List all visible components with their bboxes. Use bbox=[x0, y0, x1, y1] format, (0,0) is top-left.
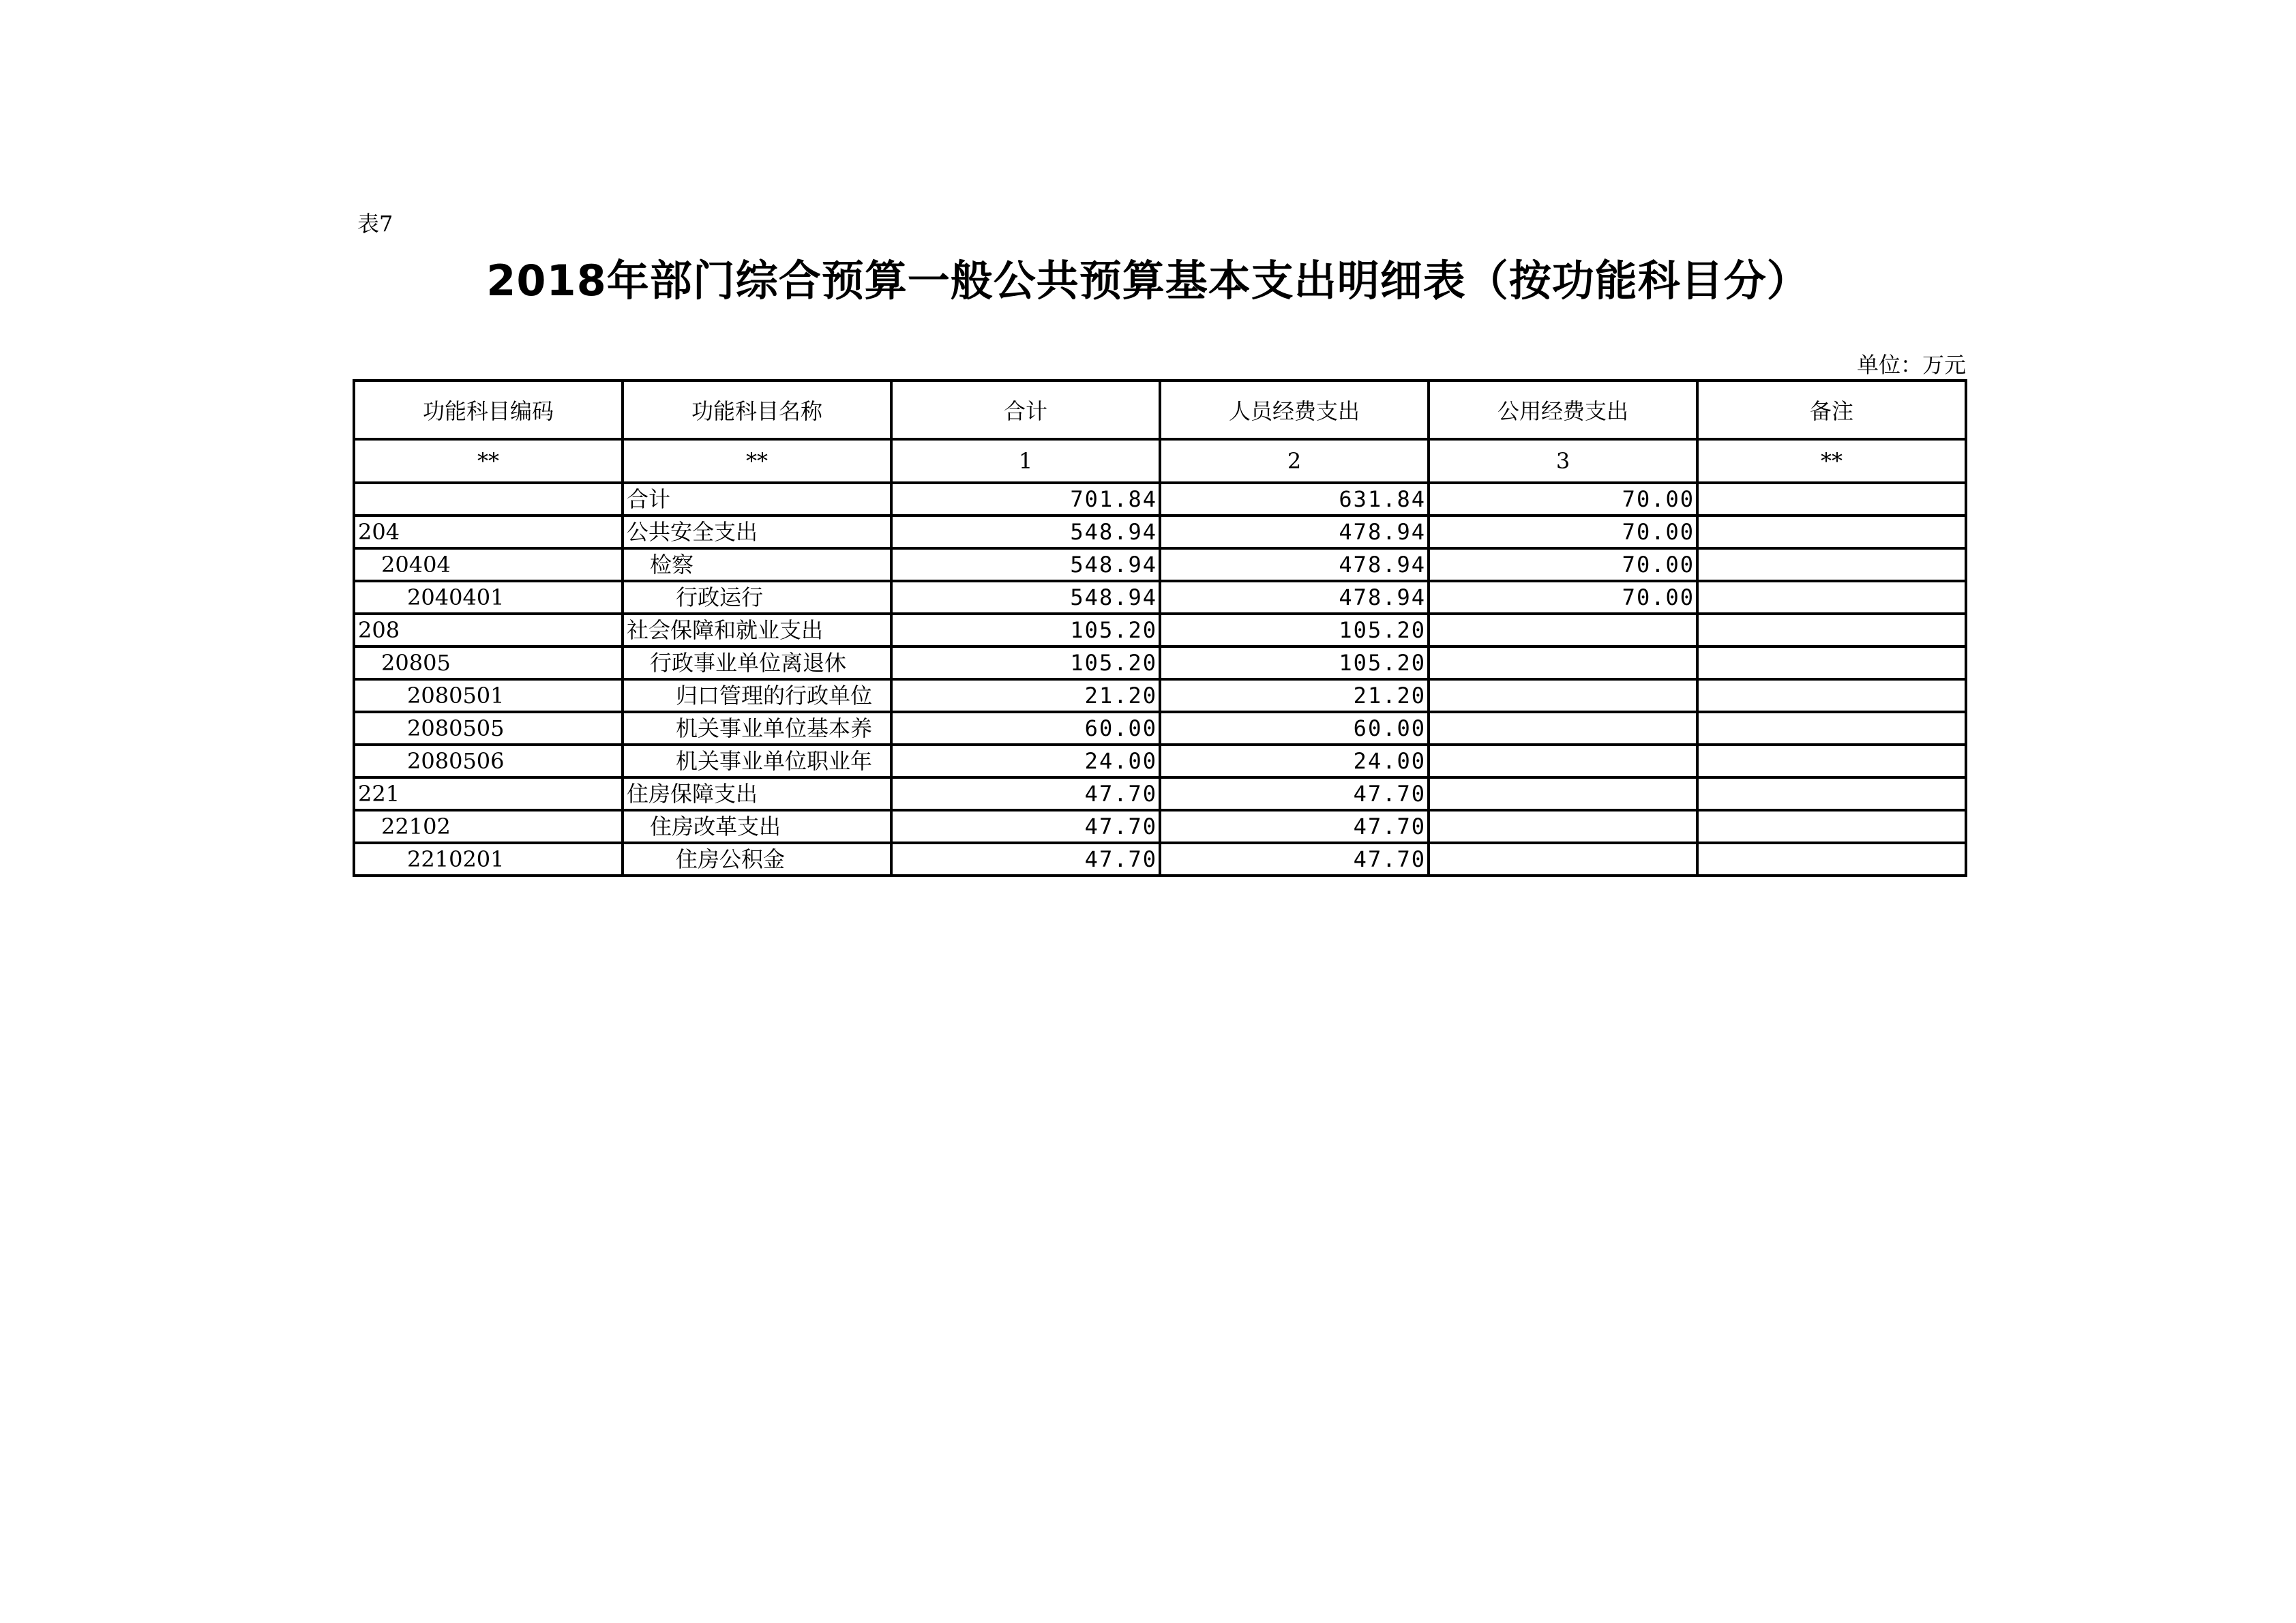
cell-personnel: 60.00 bbox=[1160, 712, 1429, 745]
cell-code bbox=[354, 483, 623, 516]
cell-code: 2080505 bbox=[354, 712, 623, 745]
cell-personnel: 47.70 bbox=[1160, 777, 1429, 810]
cell-total: 105.20 bbox=[891, 646, 1160, 679]
cell-note bbox=[1697, 581, 1966, 614]
cell-name: 行政运行 bbox=[623, 581, 891, 614]
cell-public bbox=[1429, 745, 1697, 777]
cell-note bbox=[1697, 745, 1966, 777]
cell-name: 机关事业单位基本养 bbox=[623, 712, 891, 745]
column-header-name: 功能科目名称 bbox=[623, 381, 891, 439]
cell-code: 22102 bbox=[354, 810, 623, 843]
table-row bbox=[354, 810, 1966, 843]
cell-personnel: 478.94 bbox=[1160, 548, 1429, 581]
cell-public bbox=[1429, 679, 1697, 712]
cell-total: 548.94 bbox=[891, 548, 1160, 581]
cell-total: 60.00 bbox=[891, 712, 1160, 745]
cell-code: 2040401 bbox=[354, 581, 623, 614]
cell-personnel: 105.20 bbox=[1160, 614, 1429, 646]
cell-total: 47.70 bbox=[891, 777, 1160, 810]
column-index-public: 3 bbox=[1429, 439, 1697, 483]
cell-name: 行政事业单位离退休 bbox=[623, 646, 891, 679]
cell-note bbox=[1697, 712, 1966, 745]
cell-name: 归口管理的行政单位 bbox=[623, 679, 891, 712]
cell-public: 70.00 bbox=[1429, 581, 1697, 614]
cell-public: 70.00 bbox=[1429, 516, 1697, 548]
cell-public bbox=[1429, 843, 1697, 876]
cell-note bbox=[1697, 843, 1966, 876]
cell-total: 548.94 bbox=[891, 581, 1160, 614]
cell-personnel: 47.70 bbox=[1160, 810, 1429, 843]
cell-note bbox=[1697, 777, 1966, 810]
table-row bbox=[354, 516, 1966, 548]
cell-note bbox=[1697, 516, 1966, 548]
cell-total: 548.94 bbox=[891, 516, 1160, 548]
unit-label: 单位：万元 bbox=[1856, 352, 1966, 378]
cell-public: 70.00 bbox=[1429, 548, 1697, 581]
table-row bbox=[354, 614, 1966, 646]
cell-note bbox=[1697, 646, 1966, 679]
cell-name: 住房改革支出 bbox=[623, 810, 891, 843]
cell-public bbox=[1429, 646, 1697, 679]
cell-code: 2210201 bbox=[354, 843, 623, 876]
table-row bbox=[354, 843, 1966, 876]
column-index-total: 1 bbox=[891, 439, 1160, 483]
table-number-label: 表7 bbox=[357, 211, 393, 237]
cell-total: 21.20 bbox=[891, 679, 1160, 712]
column-index-code: ** bbox=[354, 439, 623, 483]
budget-table bbox=[353, 379, 1967, 877]
cell-public: 70.00 bbox=[1429, 483, 1697, 516]
cell-personnel: 21.20 bbox=[1160, 679, 1429, 712]
cell-code: 2080506 bbox=[354, 745, 623, 777]
column-header-total: 合计 bbox=[891, 381, 1160, 439]
cell-personnel: 105.20 bbox=[1160, 646, 1429, 679]
table-row bbox=[354, 712, 1966, 745]
cell-note bbox=[1697, 810, 1966, 843]
cell-name: 住房公积金 bbox=[623, 843, 891, 876]
table-row bbox=[354, 745, 1966, 777]
column-header-note: 备注 bbox=[1697, 381, 1966, 439]
cell-total: 105.20 bbox=[891, 614, 1160, 646]
cell-code: 20805 bbox=[354, 646, 623, 679]
table-row bbox=[354, 548, 1966, 581]
cell-note bbox=[1697, 483, 1966, 516]
table-row bbox=[354, 483, 1966, 516]
cell-note bbox=[1697, 548, 1966, 581]
cell-name: 机关事业单位职业年 bbox=[623, 745, 891, 777]
cell-personnel: 47.70 bbox=[1160, 843, 1429, 876]
cell-code: 20404 bbox=[354, 548, 623, 581]
cell-name: 社会保障和就业支出 bbox=[623, 614, 891, 646]
cell-name: 住房保障支出 bbox=[623, 777, 891, 810]
column-index-personnel: 2 bbox=[1160, 439, 1429, 483]
cell-public bbox=[1429, 614, 1697, 646]
column-header-personnel: 人员经费支出 bbox=[1160, 381, 1429, 439]
table-row bbox=[354, 581, 1966, 614]
cell-public bbox=[1429, 712, 1697, 745]
cell-code: 204 bbox=[354, 516, 623, 548]
cell-name: 公共安全支出 bbox=[623, 516, 891, 548]
cell-note bbox=[1697, 614, 1966, 646]
cell-public bbox=[1429, 777, 1697, 810]
table-header-row bbox=[354, 381, 1966, 439]
column-header-public: 公用经费支出 bbox=[1429, 381, 1697, 439]
cell-total: 701.84 bbox=[891, 483, 1160, 516]
cell-name: 检察 bbox=[623, 548, 891, 581]
cell-code: 2080501 bbox=[354, 679, 623, 712]
cell-name: 合计 bbox=[623, 483, 891, 516]
cell-personnel: 24.00 bbox=[1160, 745, 1429, 777]
table-row bbox=[354, 679, 1966, 712]
cell-code: 208 bbox=[354, 614, 623, 646]
cell-total: 47.70 bbox=[891, 810, 1160, 843]
cell-code: 221 bbox=[354, 777, 623, 810]
column-index-name: ** bbox=[623, 439, 891, 483]
table-row bbox=[354, 777, 1966, 810]
cell-total: 47.70 bbox=[891, 843, 1160, 876]
cell-personnel: 478.94 bbox=[1160, 581, 1429, 614]
column-index-row bbox=[354, 439, 1966, 483]
table-row bbox=[354, 646, 1966, 679]
column-header-code: 功能科目编码 bbox=[354, 381, 623, 439]
cell-note bbox=[1697, 679, 1966, 712]
cell-public bbox=[1429, 810, 1697, 843]
page-title: 2018年部门综合预算一般公共预算基本支出明细表（按功能科目分） bbox=[486, 256, 1810, 306]
column-index-note: ** bbox=[1697, 439, 1966, 483]
cell-personnel: 631.84 bbox=[1160, 483, 1429, 516]
cell-personnel: 478.94 bbox=[1160, 516, 1429, 548]
cell-total: 24.00 bbox=[891, 745, 1160, 777]
